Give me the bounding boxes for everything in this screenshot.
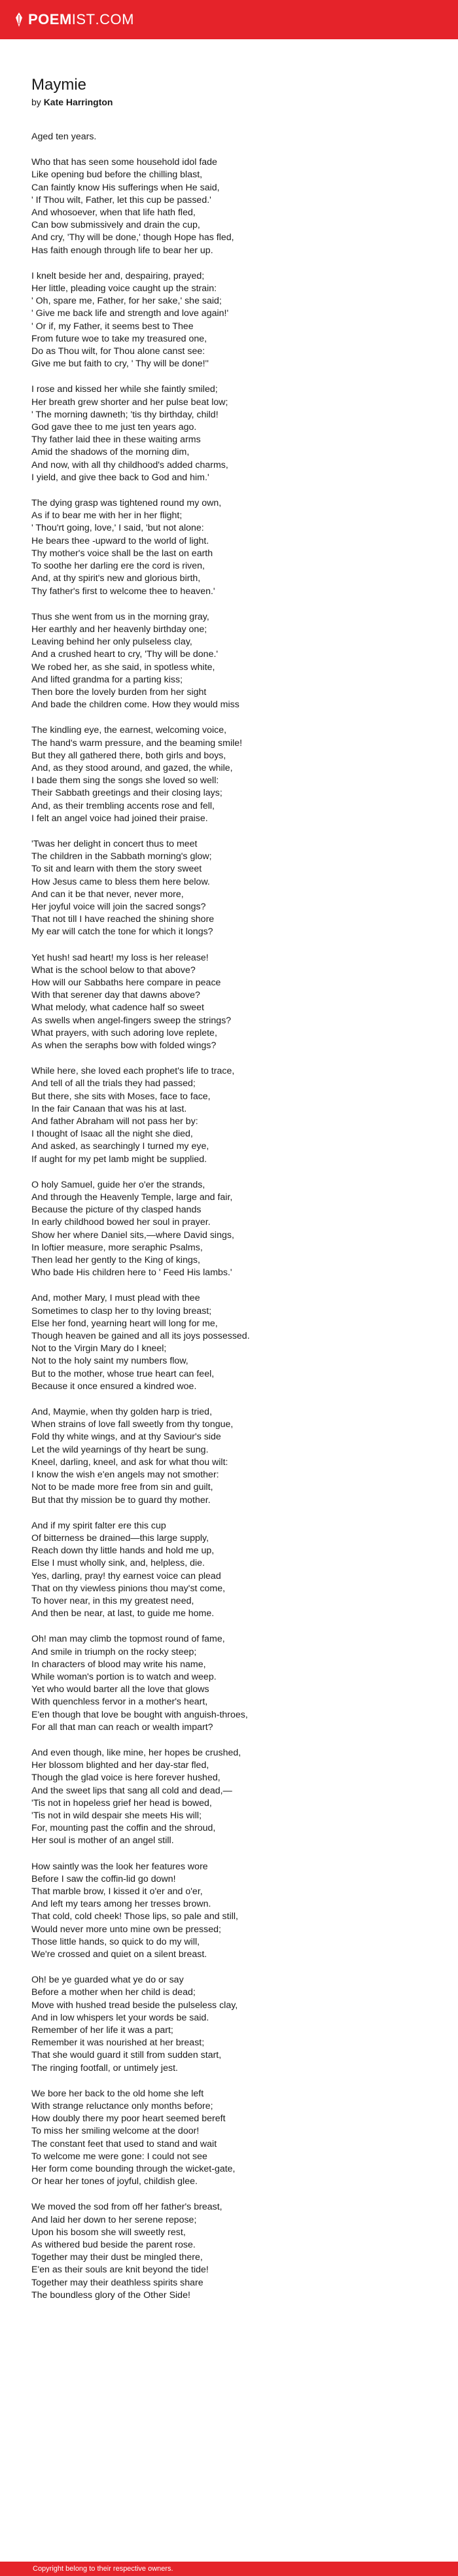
poem-line: Like opening bud before the chilling blast, — [31, 169, 203, 181]
poem-line: And, as their trembling accents rose and fell, — [31, 800, 215, 811]
poem-line: Who that has seen some household idol fade — [31, 157, 217, 168]
poem-line: I bade them sing the songs she loved so well: — [31, 775, 219, 786]
site-footer — [0, 2562, 458, 2576]
poem-line: Oh! be ye guarded what ye do or say — [31, 1975, 184, 1986]
poem-line: If aught for my pet lamb might be supplied. — [31, 1154, 207, 1165]
poem-line: Yes, darling, pray! thy earnest voice can plead — [31, 1570, 221, 1581]
poem-line: Thy mother's voice shall be the last on earth — [31, 548, 213, 559]
site-logo[interactable] — [14, 11, 134, 28]
poem-line: What melody, what cadence half so sweet — [31, 1002, 204, 1014]
poem-stanza — [31, 1179, 437, 1280]
poem-line: To soothe her darling ere the cord is riven, — [31, 561, 205, 572]
poem-line: ' If Thou wilt, Father, let this cup be passed.' — [31, 194, 211, 205]
poem-line: He bears thee -upward to the world of light. — [31, 535, 209, 546]
poem-line: While woman's portion is to watch and weep. — [31, 1671, 217, 1682]
poem-line: But they all gathered there, both girls and boys, — [31, 750, 226, 761]
poem-line: I knelt beside her and, despairing, prayed; — [31, 270, 205, 281]
poem-line: And then be near, at last, to guide me home. — [31, 1608, 215, 1619]
poem-line: And smile in triumph on the rocky steep; — [31, 1646, 197, 1657]
poem-line: Leaving behind her only pulseless clay, — [31, 637, 192, 648]
poem-line: Not to the holy saint my numbers flow, — [31, 1356, 188, 1367]
poem-line: Oh! man may climb the topmost round of fame, — [31, 1634, 225, 1645]
poem-line: E'en as their souls are knit beyond the tide! — [31, 2265, 209, 2276]
poem-line: While here, she loved each prophet's life to trace, — [31, 1066, 235, 1077]
poem-stanza — [31, 1065, 437, 1166]
site-header — [0, 0, 458, 39]
poem-stanza — [31, 1861, 437, 1962]
poem-line: And, as they stood around, and gazed, the while, — [31, 762, 233, 773]
quill-pen-icon — [14, 12, 24, 27]
poem-line: ' Thou'rt going, love,' I said, 'but not alone: — [31, 523, 204, 534]
poem-content — [31, 76, 437, 2315]
poem-line: That she would guard it still from sudden start, — [31, 2050, 222, 2061]
poem-line: And laid her down to her serene repose; — [31, 2214, 197, 2225]
poem-line: Then lead her gently to the King of kings, — [31, 1255, 200, 1266]
poem-line: Let the wild yearnings of thy heart be sung. — [31, 1444, 209, 1455]
poem-line: Not to be made more free from sin and guilt, — [31, 1482, 213, 1493]
poem-line: The dying grasp was tightened round my own, — [31, 498, 222, 509]
poem-line: And even though, like mine, her hopes be crushed, — [31, 1747, 241, 1758]
poem-stanza — [31, 1292, 437, 1393]
poem-line: With strange reluctance only months before; — [31, 2101, 213, 2112]
author-link[interactable]: Kate Harrington — [43, 97, 113, 107]
poem-line: Else I must wholly sink, and, helpless, die. — [31, 1558, 205, 1569]
poem-line: In the fair Canaan that was his at last. — [31, 1103, 187, 1114]
poem-line: Though the glad voice is here forever hushed, — [31, 1773, 220, 1784]
poem-line: And the sweet lips that sang all cold and dead,— — [31, 1785, 232, 1796]
poem-line: I know the wish e'en angels may not smother: — [31, 1470, 219, 1481]
poem-line: Thus she went from us in the morning gray, — [31, 611, 209, 622]
poem-line: To hover near, in this my greatest need, — [31, 1595, 194, 1606]
poem-body — [31, 131, 437, 2302]
poem-line: Sometimes to clasp her to thy loving breast; — [31, 1305, 212, 1316]
poem-line: Those little hands, so quick to do my will, — [31, 1936, 200, 1947]
poem-stanza — [31, 838, 437, 939]
poem-stanza — [31, 724, 437, 825]
poem-line: Of bitterness be drained—this large supply, — [31, 1532, 209, 1544]
poem-stanza — [31, 131, 437, 143]
poem-line: Reach down thy little hands and hold me up, — [31, 1545, 215, 1557]
poem-line: In early childhood bowed her soul in prayer. — [31, 1217, 211, 1228]
poem-line: Together may their deathless spirits share — [31, 2277, 203, 2288]
poem-line: Amid the shadows of the morning dim, — [31, 447, 190, 458]
poem-line: That marble brow, I kissed it o'er and o'er, — [31, 1886, 203, 1897]
poem-line: For all that man can reach or wealth impart? — [31, 1721, 213, 1733]
poem-line: 'Twas her delight in concert thus to meet — [31, 838, 198, 849]
poem-line: And whosoever, when that life hath fled, — [31, 207, 196, 219]
poem-line: And, mother Mary, I must plead with thee — [31, 1293, 200, 1304]
poem-stanza — [31, 2088, 437, 2189]
poem-line: We moved the sod from off her father's breast, — [31, 2202, 222, 2213]
poem-line: And in low whispers let your words be said. — [31, 2012, 209, 2023]
poem-line: To miss her smiling welcome at the door! — [31, 2126, 200, 2137]
poem-line: As if to bear me with her in her flight; — [31, 510, 183, 521]
poem-line: And a crushed heart to cry, 'Thy will be done.' — [31, 649, 219, 660]
poem-line: Thy father laid thee in these waiting arms — [31, 434, 201, 446]
poem-line: Not to the Virgin Mary do I kneel; — [31, 1343, 167, 1354]
poem-line: And if my spirit falter ere this cup — [31, 1520, 166, 1531]
poem-stanza — [31, 156, 437, 257]
poem-stanza — [31, 611, 437, 712]
poem-line: Though heaven be gained and all its joys possessed. — [31, 1331, 250, 1342]
poem-stanza — [31, 1974, 437, 2075]
poem-line: Her earthly and her heavenly birthday one; — [31, 624, 207, 635]
poem-line: Aged ten years. — [31, 132, 97, 142]
poem-stanza — [31, 383, 437, 484]
poem-line: Before a mother when her child is dead; — [31, 1987, 196, 1998]
poem-line: How doubly there my poor heart seemed bereft — [31, 2113, 226, 2125]
poem-line: Then bore the lovely burden from her sight — [31, 686, 207, 697]
poem-line: I rose and kissed her while she faintly smiled; — [31, 384, 218, 395]
poem-stanza — [31, 1406, 437, 1507]
poem-line: Else her fond, yearning heart will long for me, — [31, 1318, 218, 1329]
poem-line: The constant feet that used to stand and wait — [31, 2138, 217, 2149]
poem-line: Kneel, darling, kneel, and ask for what thou wilt: — [31, 1456, 228, 1468]
poem-line: With that serener day that dawns above? — [31, 990, 200, 1001]
poem-line: Her form come bounding through the wicket-gate, — [31, 2164, 236, 2175]
poem-line: But there, she sits with Moses, face to face, — [31, 1091, 211, 1102]
poem-line: Upon his bosom she will sweetly rest, — [31, 2227, 186, 2238]
poem-line: We're crossed and quiet on a silent breast. — [31, 1949, 207, 1960]
poem-line: That on thy viewless pinions thou may'st come, — [31, 1583, 226, 1594]
poem-line: And asked, as searchingly I turned my eye, — [31, 1141, 209, 1152]
poem-line: Remember of her life it was a part; — [31, 2025, 173, 2036]
poem-line: And, at thy spirit's new and glorious birth, — [31, 573, 201, 584]
poem-line: 'Tis not in hopeless grief her head is bowed, — [31, 1797, 212, 1808]
poem-line: I thought of Isaac all the night she died, — [31, 1129, 193, 1140]
poem-stanza — [31, 2201, 437, 2302]
poem-line: Her joyful voice will join the sacred songs? — [31, 901, 206, 912]
poem-line: Give me but faith to cry, ' Thy will be done!'' — [31, 359, 209, 370]
poem-line: When strains of love fall sweetly from thy tongue, — [31, 1419, 234, 1430]
poem-line: How Jesus came to bless them here below. — [31, 876, 210, 887]
poem-line: My ear will catch the tone for which it longs? — [31, 926, 213, 938]
poem-line: Because it once ensured a kindred woe. — [31, 1381, 197, 1392]
poem-line: ' The morning dawneth; 'tis thy birthday, child! — [31, 409, 219, 420]
logo-text-domain: .COM — [95, 11, 134, 27]
poem-line: And bade the children come. How they would miss — [31, 699, 239, 711]
poem-line: Her little, pleading voice caught up the strain: — [31, 283, 217, 294]
poem-line: Who bade His children here to ' Feed His lambs.' — [31, 1267, 232, 1279]
poem-line: For, mounting past the coffin and the shroud, — [31, 1823, 216, 1834]
poem-line: From future woe to take my treasured one, — [31, 333, 207, 344]
poem-byline — [31, 96, 437, 109]
poem-line: Can faintly know His sufferings when He said, — [31, 182, 220, 193]
poem-line: O holy Samuel, guide her o'er the strands, — [31, 1179, 205, 1190]
poem-line: Because the picture of thy clasped hands — [31, 1205, 202, 1216]
poem-stanza — [31, 1747, 437, 1848]
poem-line: In characters of blood may write his name, — [31, 1659, 206, 1670]
poem-line: The children in the Sabbath morning's glow; — [31, 851, 212, 862]
logo-text-bold: POEM — [28, 11, 72, 27]
poem-line: With quenchless fervor in a mother's heart, — [31, 1697, 208, 1708]
poem-line: What prayers, with such adoring love replete, — [31, 1027, 217, 1038]
poem-line: Before I saw the coffin-lid go down! — [31, 1873, 176, 1884]
poem-line: ' Or if, my Father, it seems best to Thee — [31, 321, 194, 332]
poem-line: Fold thy white wings, and at thy Saviour's side — [31, 1432, 221, 1443]
poem-line: That not till I have reached the shining shore — [31, 914, 215, 925]
poem-line: And lifted grandma for a parting kiss; — [31, 674, 183, 685]
poem-line: Together may their dust be mingled there, — [31, 2252, 203, 2263]
poem-line: E'en though that love be bought with anguish-throes, — [31, 1709, 248, 1720]
poem-line: ' Give me back life and strength and love again!' — [31, 308, 229, 319]
poem-line: The hand's warm pressure, and the beaming smile! — [31, 737, 243, 749]
poem-line: We robed her, as she said, in spotless white, — [31, 662, 215, 673]
poem-stanza — [31, 1633, 437, 1734]
poem-line: To welcome me were gone: I could not see — [31, 2151, 207, 2162]
poem-line: Their Sabbath greetings and their closing lays; — [31, 788, 222, 799]
poem-line: What is the school below to that above? — [31, 964, 196, 976]
poem-line: As swells when angel-fingers sweep the strings? — [31, 1015, 232, 1026]
poem-line: I yield, and give thee back to God and him.' — [31, 472, 209, 483]
poem-line: And cry, 'Thy will be done,' though Hope has fled, — [31, 232, 234, 243]
poem-line: Yet hush! sad heart! my loss is her release! — [31, 952, 209, 963]
poem-line: The kindling eye, the earnest, welcoming voice, — [31, 725, 227, 736]
poem-stanza — [31, 952, 437, 1053]
poem-line: And left my tears among her tresses brown. — [31, 1899, 211, 1910]
poem-line: Has faith enough through life to bear her up. — [31, 245, 213, 256]
poem-line: Her soul is mother of an angel still. — [31, 1835, 174, 1846]
byline-prefix: by — [31, 97, 41, 107]
poem-stanza — [31, 1520, 437, 1621]
poem-line: ' Oh, spare me, Father, for her sake,' she said; — [31, 296, 222, 307]
poem-line: The ringing footfall, or untimely jest. — [31, 2062, 178, 2073]
poem-line: Her blossom blighted and her day-star fled, — [31, 1760, 209, 1771]
poem-line: Remember it was nourished at her breast; — [31, 2038, 205, 2049]
poem-line: And through the Heavenly Temple, large and fair, — [31, 1192, 233, 1203]
poem-line: That cold, cold cheek! Those lips, so pale and still, — [31, 1911, 238, 1922]
poem-line: And now, with all thy childhood's added charms, — [31, 459, 228, 470]
poem-stanza — [31, 497, 437, 598]
poem-line: Show her where Daniel sits,—where David sings, — [31, 1229, 234, 1241]
logo-text-regular: IST — [71, 11, 96, 27]
poem-line: Would never more unto mine own be pressed; — [31, 1924, 221, 1935]
poem-line: But to the mother, whose true heart can feel, — [31, 1368, 215, 1379]
poem-line: How will our Sabbaths here compare in peace — [31, 977, 221, 988]
poem-line: I felt an angel voice had joined their praise. — [31, 813, 208, 824]
poem-line: Move with hushed tread beside the pulseless clay, — [31, 2000, 238, 2011]
poem-line: Do as Thou wilt, for Thou alone canst see: — [31, 346, 205, 357]
poem-line: The boundless glory of the Other Side! — [31, 2289, 190, 2301]
copyright-text: Copyright belong to their respective owners. — [33, 2565, 173, 2573]
poem-line: How saintly was the look her features wore — [31, 1861, 208, 1872]
poem-line: Yet who would barter all the love that glows — [31, 1684, 209, 1695]
poem-line: But that thy mission be to guard thy mother. — [31, 1494, 211, 1506]
poem-line: Her breath grew shorter and her pulse beat low; — [31, 397, 228, 408]
poem-line: God gave thee to me just ten years ago. — [31, 422, 197, 433]
poem-line: To sit and learn with them the story sweet — [31, 864, 202, 875]
poem-line: Thy father's first to welcome thee to heaven.' — [31, 586, 215, 597]
poem-line: And, Maymie, when thy golden harp is tried, — [31, 1407, 213, 1418]
poem-line: As when the seraphs bow with folded wings? — [31, 1040, 217, 1051]
poem-line: 'Tis not in wild despair she meets His will; — [31, 1810, 202, 1821]
poem-line: And can it be that never, never more, — [31, 889, 184, 900]
poem-line: As withered bud beside the parent rose. — [31, 2240, 196, 2251]
poem-line: And tell of all the trials they had passed; — [31, 1078, 196, 1089]
poem-line: We bore her back to the old home she left — [31, 2088, 204, 2099]
poem-line: Can bow submissively and drain the cup, — [31, 220, 200, 231]
poem-line: In loftier measure, more seraphic Psalms, — [31, 1242, 203, 1253]
poem-line: Or hear her tones of joyful, childish glee. — [31, 2176, 198, 2187]
poem-line: And father Abraham will not pass her by: — [31, 1116, 198, 1127]
poem-stanza — [31, 270, 437, 371]
poem-title: Maymie — [31, 76, 87, 94]
